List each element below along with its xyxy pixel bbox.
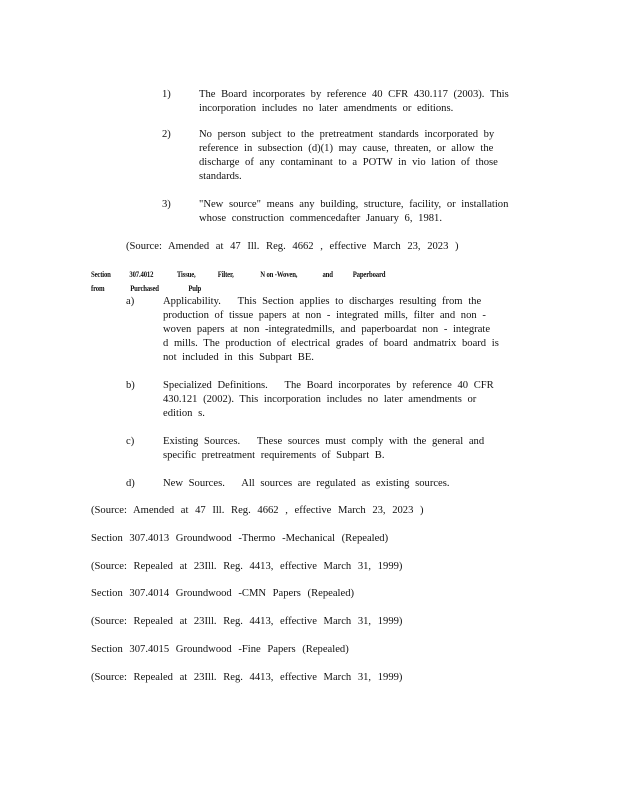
subsection-label: a) xyxy=(126,296,135,307)
subsection-text: Existing Sources. These sources must comply with the general and specific pretreatment requirements of Subpart B. xyxy=(163,436,490,461)
source-note: (Source: Repealed at 23Ill. Reg. 4413, effective March 31, 1999) xyxy=(91,616,403,627)
list-number: 1) xyxy=(162,89,171,100)
list-text: "New source" means any building, structure, facility, or installation whose construction commencedafter January 6, 1981. xyxy=(199,199,515,224)
subsection-label: c) xyxy=(126,436,135,447)
section-heading-part: and xyxy=(322,270,333,279)
repealed-section-heading: Section 307.4014 Groundwood -CMN Papers (Repealed) xyxy=(91,588,355,599)
source-note: (Source: Amended at 47 Ill. Reg. 4662 , effective March 23, 2023 ) xyxy=(91,505,424,516)
source-note: (Source: Amended at 47 Ill. Reg. 4662 , effective March 23, 2023 ) xyxy=(126,241,459,252)
section-heading-part: from xyxy=(91,284,105,293)
subsection-label: d) xyxy=(126,478,135,489)
section-heading-part: Filter, xyxy=(217,270,234,279)
section-heading-part: N on -Woven, xyxy=(260,270,298,279)
list-number: 3) xyxy=(162,199,171,210)
section-heading xyxy=(91,268,435,296)
subsection-text: New Sources. All sources are regulated as existing sources. xyxy=(163,478,450,489)
list-text: The Board incorporates by reference 40 CFR 430.117 (2003). This incorporation includes no later amendments or editions. xyxy=(199,89,515,114)
section-heading-part: Paperboard xyxy=(352,270,386,279)
list-number: 2) xyxy=(162,129,171,140)
repealed-section-heading: Section 307.4015 Groundwood -Fine Papers (Repealed) xyxy=(91,644,349,655)
subsection-text: Applicability. This Section applies to discharges resulting from the production of tissue papers at non - integrated mills, filter and non -woven papers at non -integratedmills, and paperboardat non - integrate d mills. The production of electrical grades of board andmatrix board is not included in this Subpart BE. xyxy=(163,296,505,363)
section-heading-part: Purchased xyxy=(130,284,159,293)
section-heading-part: Section xyxy=(91,270,111,279)
subsection-label: b) xyxy=(126,380,135,391)
repealed-section-heading: Section 307.4013 Groundwood -Thermo -Mechanical (Repealed) xyxy=(91,533,389,544)
section-heading-part: Tissue, xyxy=(176,270,196,279)
source-note: (Source: Repealed at 23Ill. Reg. 4413, effective March 31, 1999) xyxy=(91,672,403,683)
subsection-text: Specialized Definitions. The Board incorporates by reference 40 CFR 430.121 (2002). This incorporation includes no later amendments or edition s. xyxy=(163,380,500,419)
section-heading-part: 307.4012 xyxy=(129,270,154,279)
section-heading-part: Pulp xyxy=(188,284,202,293)
list-text: No person subject to the pretreatment standards incorporated by reference in subsection (d)(1) may cause, threaten, or allow the discharge of any contaminant to a POTW in vio lation of those standards. xyxy=(199,129,504,182)
source-note: (Source: Repealed at 23Ill. Reg. 4413, effective March 31, 1999) xyxy=(91,561,403,572)
